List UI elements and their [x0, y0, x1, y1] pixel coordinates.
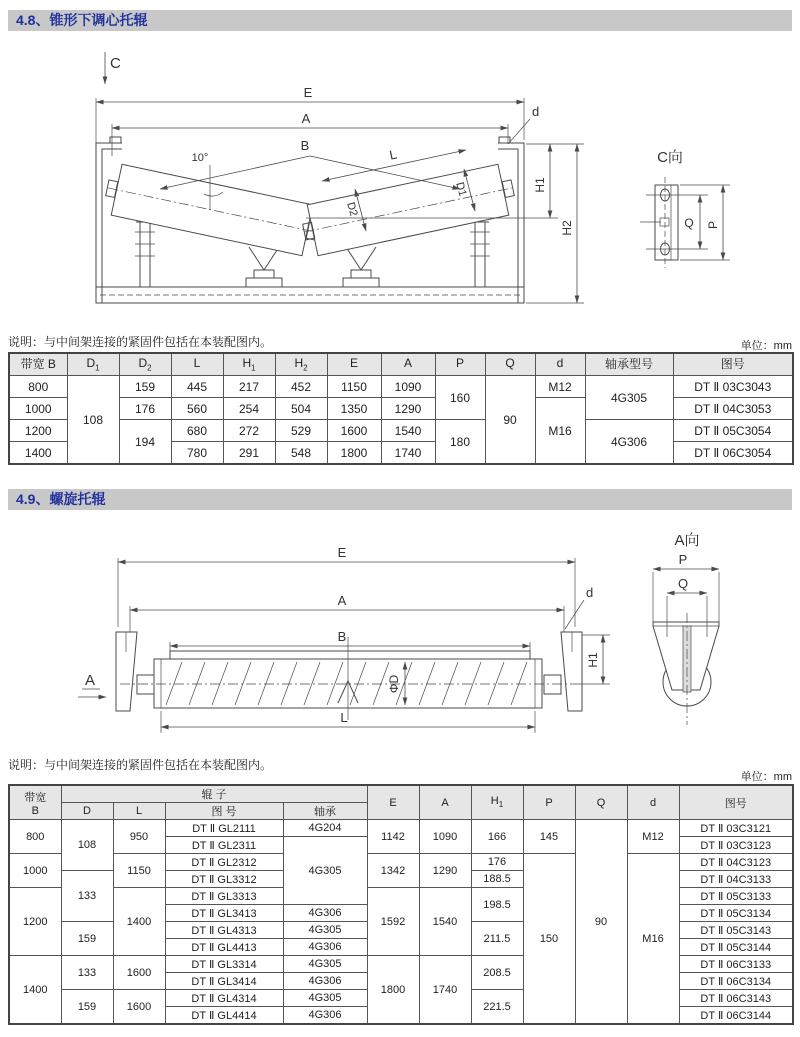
dim-l-label: L [387, 146, 399, 163]
cell: 291 [223, 442, 275, 465]
cell: 4G306 [283, 905, 367, 922]
cell: 548 [275, 442, 327, 465]
dim-h1-label: H1 [586, 652, 600, 668]
dim-e-label: E [337, 545, 347, 560]
col-header: L [113, 803, 165, 820]
dim-d2-label: D2 [344, 200, 360, 218]
dim-b-label: B [337, 629, 347, 644]
cell: 159 [119, 376, 171, 398]
table2-unit: 单位：mm [740, 771, 792, 783]
cell: 150 [523, 854, 575, 1025]
cell: 1740 [381, 442, 435, 465]
col-header: 带宽 B [9, 353, 67, 376]
cell: 1090 [381, 376, 435, 398]
cell: 800 [9, 376, 67, 398]
cell: DT Ⅱ 06C3054 [673, 442, 793, 465]
dim-l-label: L [340, 710, 348, 725]
cell: 680 [171, 420, 223, 442]
table-row [9, 820, 793, 837]
col-header: d [535, 353, 585, 376]
col-header: d [627, 785, 679, 820]
dim-d-label: d [586, 585, 594, 600]
cell: DT Ⅱ 03C3123 [679, 837, 793, 854]
cell: 1540 [381, 420, 435, 442]
section-4-8-bar [8, 10, 792, 31]
dim-d1-label: D1 [453, 180, 469, 198]
cell: 4G306 [585, 420, 673, 465]
col-header: P [523, 785, 575, 820]
cell: 272 [223, 420, 275, 442]
table-row [9, 420, 793, 442]
cell: DT Ⅱ GL2111 [165, 820, 283, 837]
cell: 780 [171, 442, 223, 465]
cell: DT Ⅱ 03C3121 [679, 820, 793, 837]
cell: 1290 [381, 398, 435, 420]
section-4-9-title: 4.9、螺旋托辊 [16, 491, 106, 507]
right-bracket [561, 632, 582, 711]
dim-phid-label: ΦD [387, 674, 401, 694]
cell: 108 [61, 820, 113, 871]
dim-d-label: d [532, 104, 540, 119]
cell: DT Ⅱ GL3313 [165, 888, 283, 905]
table-row [9, 854, 793, 871]
cell: 1150 [327, 376, 381, 398]
cell: 1800 [367, 956, 419, 1025]
cell: DT Ⅱ GL2312 [165, 854, 283, 871]
cell: 560 [171, 398, 223, 420]
col-header: A [419, 785, 471, 820]
col-header: $H_1$ [471, 785, 523, 820]
cell: 4G305 [283, 956, 367, 973]
dim-p-label: P [706, 220, 720, 230]
cell: 108 [67, 376, 119, 465]
conical-idler-spec-table [8, 352, 794, 465]
cell: 4G305 [283, 990, 367, 1007]
dim-e-label: E [303, 85, 313, 100]
view-c-detail-title: C向 [657, 149, 683, 166]
cell: 800 [9, 820, 61, 854]
cell: 4G305 [283, 922, 367, 939]
cell: DT Ⅱ GL4414 [165, 1007, 283, 1025]
cell: 1290 [419, 854, 471, 888]
table1-unit: 单位：mm [740, 340, 792, 352]
table1-note: 说明：与中间架连接的紧固件包括在本装配图内。 [8, 335, 273, 349]
cell: DT Ⅱ GL3312 [165, 871, 283, 888]
view-a-label: A [84, 672, 96, 689]
col-header: A [381, 353, 435, 376]
cell: DT Ⅱ 06C3133 [679, 956, 793, 973]
cell: DT Ⅱ 06C3144 [679, 1007, 793, 1025]
dim-a-label: A [337, 593, 347, 608]
left-bracket [116, 632, 137, 711]
cell: 1600 [327, 420, 381, 442]
table-header-row [9, 785, 793, 803]
cell: 1350 [327, 398, 381, 420]
cell: DT Ⅱ 04C3053 [673, 398, 793, 420]
table-row [9, 376, 793, 398]
cell: 1400 [113, 888, 165, 956]
cell: 1200 [9, 888, 61, 956]
table2-note: 说明：与中间架连接的紧固件包括在本装配图内。 [8, 758, 273, 772]
dim-h1-label: H1 [533, 177, 547, 193]
cell: 133 [61, 956, 113, 990]
cell: DT Ⅱ 06C3134 [679, 973, 793, 990]
col-header: E [367, 785, 419, 820]
drawing-conical-idler [60, 40, 760, 332]
cell: 159 [61, 990, 113, 1025]
cell: 159 [61, 922, 113, 956]
cell: 4G306 [283, 939, 367, 956]
cell: 950 [113, 820, 165, 854]
cell: 208.5 [471, 956, 523, 990]
cell: DT Ⅱ GL4313 [165, 922, 283, 939]
cell: DT Ⅱ 05C3054 [673, 420, 793, 442]
cell: 211.5 [471, 922, 523, 956]
cell: 176 [471, 854, 523, 871]
cell: 1592 [367, 888, 419, 956]
cell: M12 [535, 376, 585, 398]
spiral-idler-spec-table [8, 784, 794, 1025]
col-header: $H_1$ [223, 353, 275, 376]
cell: 1142 [367, 820, 419, 854]
dim-p-label: P [678, 552, 688, 567]
dim-b-label: B [300, 138, 310, 153]
cell: DT Ⅱ GL3314 [165, 956, 283, 973]
cell: DT Ⅱ 05C3144 [679, 939, 793, 956]
cell: 1200 [9, 420, 67, 442]
col-header: D [61, 803, 113, 820]
cell: 133 [61, 871, 113, 922]
col-header: L [171, 353, 223, 376]
dim-q-label: Q [677, 576, 689, 591]
cell: 194 [119, 420, 171, 465]
cell: 180 [435, 420, 485, 465]
col-header: 图 号 [165, 803, 283, 820]
cell: DT Ⅱ 06C3143 [679, 990, 793, 1007]
view-c-detail [640, 149, 730, 268]
cell: 1000 [9, 398, 67, 420]
view-c-label: C [110, 55, 121, 72]
cell: 1342 [367, 854, 419, 888]
cell: 4G204 [283, 820, 367, 837]
col-header: Q [575, 785, 627, 820]
cell: 504 [275, 398, 327, 420]
cell: 452 [275, 376, 327, 398]
cell: 1540 [419, 888, 471, 956]
cell: DT Ⅱ 05C3143 [679, 922, 793, 939]
cell: M16 [535, 398, 585, 465]
cell: 1800 [327, 442, 381, 465]
cell: DT Ⅱ 03C3043 [673, 376, 793, 398]
left-conical-roller [102, 162, 322, 257]
col-header-roller-group: 辊 子 [61, 785, 367, 803]
cell: DT Ⅱ 04C3133 [679, 871, 793, 888]
col-header: 轴承型号 [585, 353, 673, 376]
cell: 90 [485, 376, 535, 465]
cell: 217 [223, 376, 275, 398]
cell: 254 [223, 398, 275, 420]
cell: 166 [471, 820, 523, 854]
cell: 1740 [419, 956, 471, 1025]
col-header: $H_2$ [275, 353, 327, 376]
cell: 188.5 [471, 871, 523, 888]
cell: 1600 [113, 956, 165, 990]
cell: 1090 [419, 820, 471, 854]
dim-h2-label: H2 [560, 220, 574, 236]
col-header: 图号 [679, 785, 793, 820]
top-flat-bar [170, 651, 530, 659]
cell: DT Ⅱ GL3413 [165, 905, 283, 922]
cell: 221.5 [471, 990, 523, 1025]
cell: 1000 [9, 854, 61, 888]
col-header: $D_2$ [119, 353, 171, 376]
cell: M16 [627, 854, 679, 1025]
cell: DT Ⅱ GL4314 [165, 990, 283, 1007]
cell: M12 [627, 820, 679, 854]
cell: 4G305 [283, 837, 367, 905]
col-header: E [327, 353, 381, 376]
angle-label: 10° [191, 152, 209, 164]
col-header: 图号 [673, 353, 793, 376]
col-header: Q [485, 353, 535, 376]
cell: 198.5 [471, 888, 523, 922]
section-4-9-bar [8, 489, 792, 510]
cell: DT Ⅱ GL3414 [165, 973, 283, 990]
cell: 1400 [9, 956, 61, 1025]
section-4-8-title: 4.8、锥形下调心托辊 [16, 12, 148, 28]
cell: DT Ⅱ 04C3123 [679, 854, 793, 871]
dim-a-label: A [301, 111, 311, 126]
cell: 1150 [113, 854, 165, 888]
cell: 4G305 [585, 376, 673, 420]
cell: DT Ⅱ 05C3134 [679, 905, 793, 922]
dim-q-label: Q [684, 216, 694, 230]
cell: 1400 [9, 442, 67, 465]
cell: DT Ⅱ 05C3133 [679, 888, 793, 905]
col-header: $D_1$ [67, 353, 119, 376]
view-a-detail-title: A向 [674, 532, 700, 549]
cell: DT Ⅱ GL4413 [165, 939, 283, 956]
cell: 176 [119, 398, 171, 420]
col-header: P [435, 353, 485, 376]
cell: 1600 [113, 990, 165, 1025]
cell: 4G306 [283, 1007, 367, 1025]
table-header-row [9, 353, 793, 376]
cell: 160 [435, 376, 485, 420]
cell: 529 [275, 420, 327, 442]
cell: 445 [171, 376, 223, 398]
table-row [9, 398, 793, 420]
cell: 4G306 [283, 973, 367, 990]
drawing-spiral-idler [60, 515, 760, 760]
view-a-detail [653, 532, 719, 725]
cell: 90 [575, 820, 627, 1025]
cell: DT Ⅱ GL2311 [165, 837, 283, 854]
col-header: 带宽 B [9, 785, 61, 820]
cell: 145 [523, 820, 575, 854]
col-header: 轴承 [283, 803, 367, 820]
